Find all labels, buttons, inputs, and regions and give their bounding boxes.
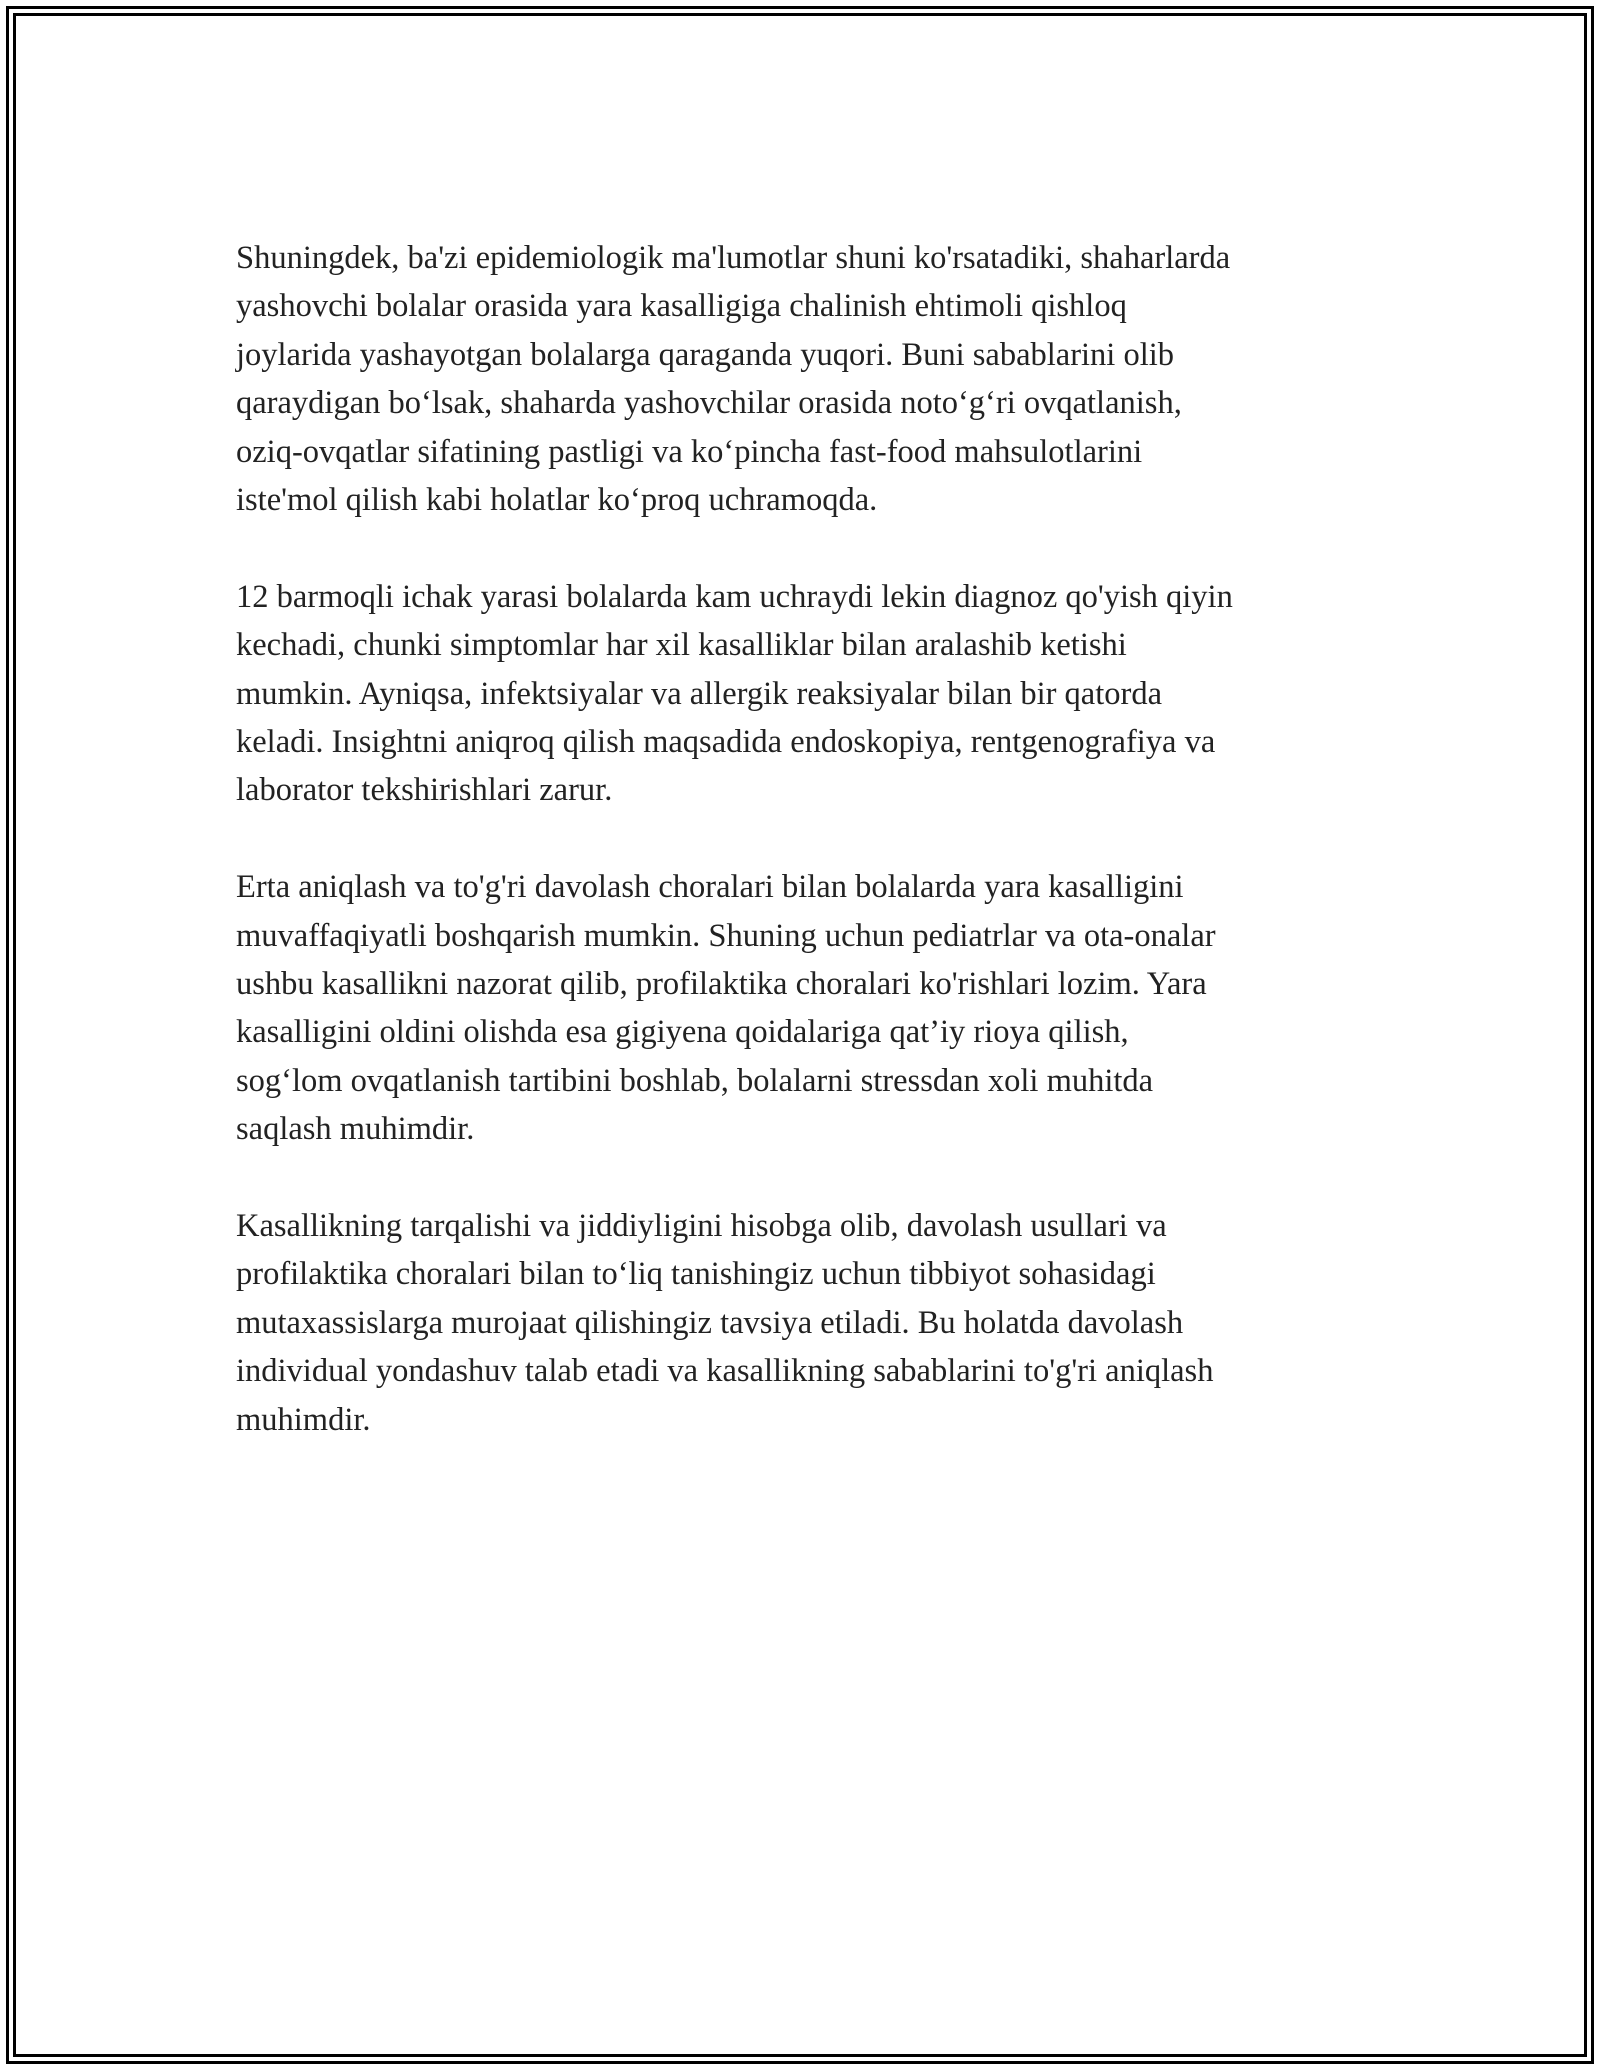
paragraph-urban-risk: Shuningdek, ba'zi epidemiologik ma'lumotlar shuni ko'rsatadiki, shaharlarda yashovchi bolalar orasida yara kasalligiga chalinish ehtimoli qishloq joylarida yashayotgan bolalarga qaraganda yuqori. Buni sabablarini olib qaraydigan boʻlsak, shaharda yashovchilar orasida notoʻgʻri ovqatlanish, oziq-ovqatlar sifatining pastligi va koʻpincha fast-food mahsulotlarini iste'mol qilish kabi holatlar koʻproq uchramoqda. (236, 240, 1231, 519)
paragraph-duodenal-ulcer-diagnosis: 12 barmoqli ichak yarasi bolalarda kam uchraydi lekin diagnoz qo'yish qiyin kechadi, chunki simptomlar har xil kasalliklar bilan aralashib ketishi mumkin. Ayniqsa, infektsiyalar va allergik reaksiyalar bilan bir qatorda keladi. Insightni aniqroq qilish maqsadida endoskopiya, rentgenografiya va laborator tekshirishlari zarur. (236, 578, 1233, 809)
paragraph-early-detection: Erta aniqlash va to'g'ri davolash choralari bilan bolalarda yara kasalligini muvaffaqiyatli boshqarish mumkin. Shuning uchun pediatrlar va ota-onalar ushbu kasallikni nazorat qilib, profilaktika choralari ko'rishlari lozim. Yara kasalligini oldini olishda esa gigiyena qoidalariga qat’iy rioya qilish, sogʻlom ovqatlanish tartibini boshlab, bolalarni stressdan xoli muhitda saqlash muhimdir. (236, 869, 1216, 1148)
paragraph-specialist-advice: Kasallikning tarqalishi va jiddiyligini hisobga olib, davolash usullari va profilaktika choralari bilan toʻliq tanishingiz uchun tibbiyot sohasidagi mutaxassislarga murojaat qilishingiz tavsiya etiladi. Bu holatda davolash individual yondashuv talab etadi va kasallikning sabablarini to'g'ri aniqlash muhimdir. (236, 1208, 1214, 1438)
document-body (236, 234, 1376, 1493)
